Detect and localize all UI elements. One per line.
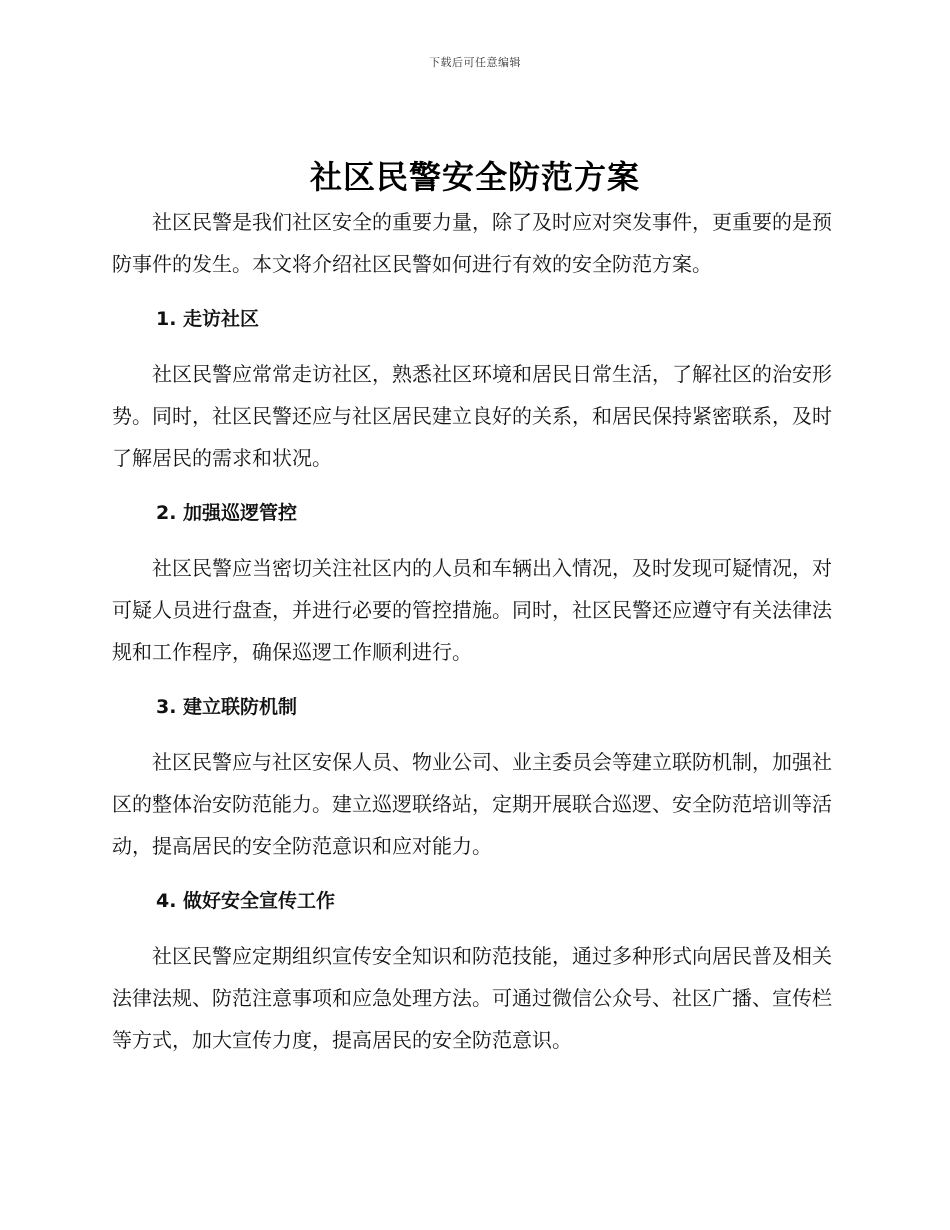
intro-paragraph: 社区民警是我们社区安全的重要力量，除了及时应对突发事件，更重要的是预防事件的发生。本文将介绍社区民警如何进行有效的安全防范方案。 — [112, 210, 832, 276]
section-heading-4: 4. 做好安全宣传工作 — [156, 890, 336, 912]
section-heading-2: 2. 加强巡逻管控 — [156, 502, 298, 524]
document-body — [112, 201, 832, 1061]
section-body-2: 社区民警应当密切关注社区内的人员和车辆出入情况，及时发现可疑情况，对可疑人员进行盘查，并进行必要的管控措施。同时，社区民警还应遵守有关法律法规和工作程序，确保巡逻工作顺利进行。 — [112, 556, 832, 664]
header-note: 下载后可任意编辑 — [429, 56, 521, 69]
section-body-4: 社区民警应定期组织宣传安全知识和防范技能，通过多种形式向居民普及相关法律法规、防范注意事项和应急处理方法。可通过微信公众号、社区广播、宣传栏等方式，加大宣传力度，提高居民的安全防范意识。 — [112, 944, 832, 1052]
document-title: 社区民警安全防范方案 — [309, 158, 640, 196]
section-body-1: 社区民警应常常走访社区，熟悉社区环境和居民日常生活，了解社区的治安形势。同时，社区民警还应与社区居民建立良好的关系，和居民保持紧密联系，及时了解居民的需求和状况。 — [112, 362, 832, 470]
section-heading-1: 1. 走访社区 — [156, 308, 260, 330]
section-body-3: 社区民警应与社区安保人员、物业公司、业主委员会等建立联防机制，加强社区的整体治安防范能力。建立巡逻联络站，定期开展联合巡逻、安全防范培训等活动，提高居民的安全防范意识和应对能力。 — [112, 750, 832, 858]
section-heading-3: 3. 建立联防机制 — [156, 696, 298, 718]
